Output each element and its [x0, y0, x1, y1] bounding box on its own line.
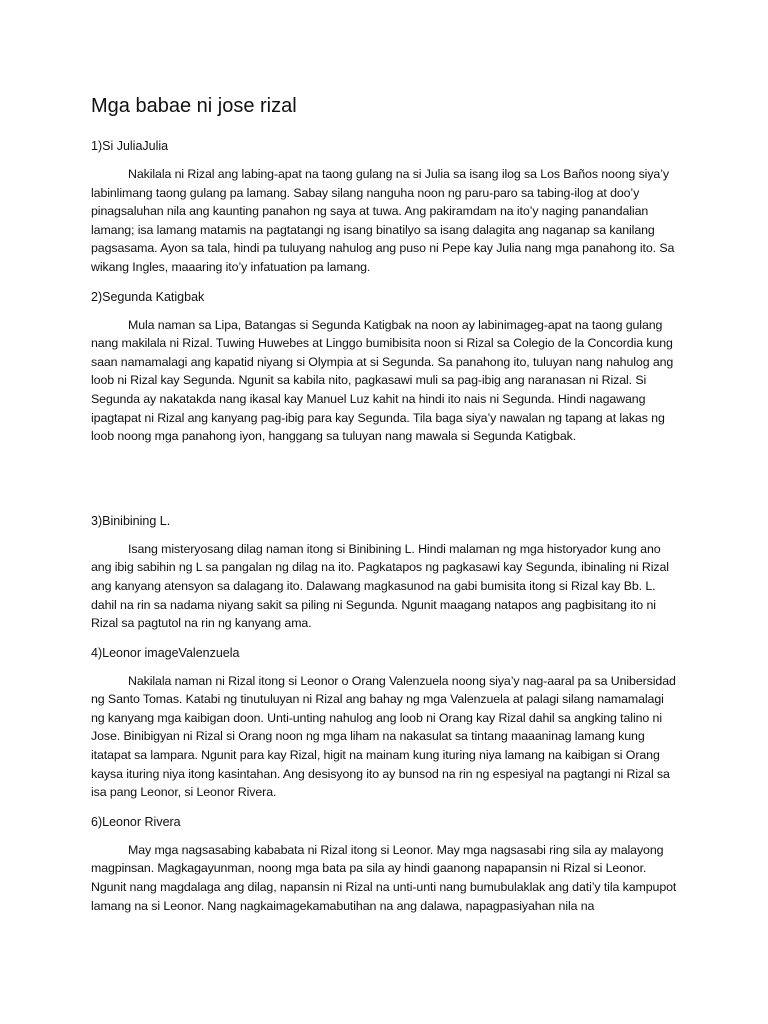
- section-heading: 2)Segunda Katigbak: [91, 289, 205, 304]
- section-julia: [91, 137, 680, 277]
- section-paragraph: Nakilala ni Rizal ang labing-apat na taong gulang na si Julia sa isang ilog sa Los Baños noong siya’y labinlimang taong gulang pa lamang. Sabay silang nanguha noon ng paru-paro sa tabing-ilog at doo’y pinagsaluhan nila ang kaunting panahon ng saya at tuwa. Ang pakiramdam na ito’y naging panandalian lamang; isa lamang matamis na pagtatangi ng isang binatilyo sa isang dalagita ang naganap sa kanilang pagsasama. Ayon sa tala, hindi pa tuluyang nahulog ang puso ni Pepe kay Julia nang mga panahong ito. Sa wikang Ingles, maaaring ito’y infatuation pa lamang.: [91, 167, 675, 274]
- section-heading: 3)Binibining L.: [91, 513, 171, 528]
- section-paragraph: Isang misteryosang dilag naman itong si Binibining L. Hindi malaman ng mga historyador kung ano ang ibig sabihin ng L sa pangalan ng dilag na ito. Pagkatapos ng pagkasawi kay Segunda, ibinaling ni Rizal ang kanyang atensyon sa dalagang ito. Dalawang magkasunod na gabi bumisita itong si Rizal kay Bb. L. dahil na rin sa nadama niyang sakit sa piling ni Segunda. Ngunit maagang natapos ang pagbisitang ito ni Rizal sa pagtutol na rin ng kanyang ama.: [91, 541, 669, 631]
- section-leonor-rivera: [91, 813, 680, 915]
- document-title: Mga babae ni jose rizal: [91, 95, 297, 117]
- section-paragraph: Mula naman sa Lipa, Batangas si Segunda Katigbak na noon ay labinimageg-apat na taong gulang nang makilala ni Rizal. Tuwing Huwebes at Linggo bumibisita noon si Rizal sa Colegio de la Concordia kung saan namamalagi ang kapatid niyang si Olympia at si Segunda. Sa panahong ito, tuluyan nang nahulog ang loob ni Rizal kay Segunda. Ngunit sa kabila nito, pagkasawi muli sa pag-ibig ang naranasan ni Rizal. Si Segunda ay nakatakda nang ikasal kay Manuel Luz kahit na hindi ito nais ni Segunda. Hindi nagawang ipagtapat ni Rizal ang kanyang pag-ibig para kay Segunda. Tila baga siya’y nawalan ng tapang at lakas ng loob noong mga panahong iyon, hanggang sa tuluyan nang mawala si Segunda Katigbak.: [91, 317, 674, 444]
- blank-space: [91, 457, 680, 512]
- section-binibining-l: [91, 512, 680, 633]
- section-heading: 4)Leonor imageValenzuela: [91, 645, 240, 660]
- section-paragraph: May mga nagsasabing kababata ni Rizal itong si Leonor. May mga nagsasabi ring sila ay malayong magpinsan. Magkagayunman, noong mga bata pa sila ay hindi gaanong napapansin ni Rizal si Leonor. Ngunit nang magdalaga ang dilag, napansin ni Rizal na unti-unti nang bumubulaklak ang dati’y tila kampupot lamang na si Leonor. Nang nagkaimagekamabutihan na ang dalawa, napagpasiyahan nila na: [91, 842, 677, 913]
- section-leonor-valenzuela: [91, 644, 680, 802]
- section-heading: 1)Si JuliaJulia: [91, 139, 169, 153]
- section-segunda: [91, 288, 680, 446]
- section-paragraph: Nakilala naman ni Rizal itong si Leonor o Orang Valenzuela noong siya’y nag-aaral pa sa Unibersidad ng Santo Tomas. Katabi ng tinutuluyan ni Rizal ang bahay ng mga Valenzuela at palagi silang namamalagi ng kanyang mga kaibigan doon. Unti-unting nahulog ang loob ni Orang kay Rizal dahil sa angking talino ni Jose. Binibigyan ni Rizal si Orang noon ng mga liham na nakasulat sa tintang maaaninag lamang kung itatapat sa lampara. Ngunit para kay Rizal, higit na mainam kung ituring niya lamang na kaibigan si Orang kaysa ituring niya itong kasintahan. Ang desisyong ito ay bunsod na rin ng espesiyal na pagtangi ni Rizal sa isa pang Leonor, si Leonor Rivera.: [91, 673, 676, 800]
- section-heading: 6)Leonor Rivera: [91, 814, 181, 829]
